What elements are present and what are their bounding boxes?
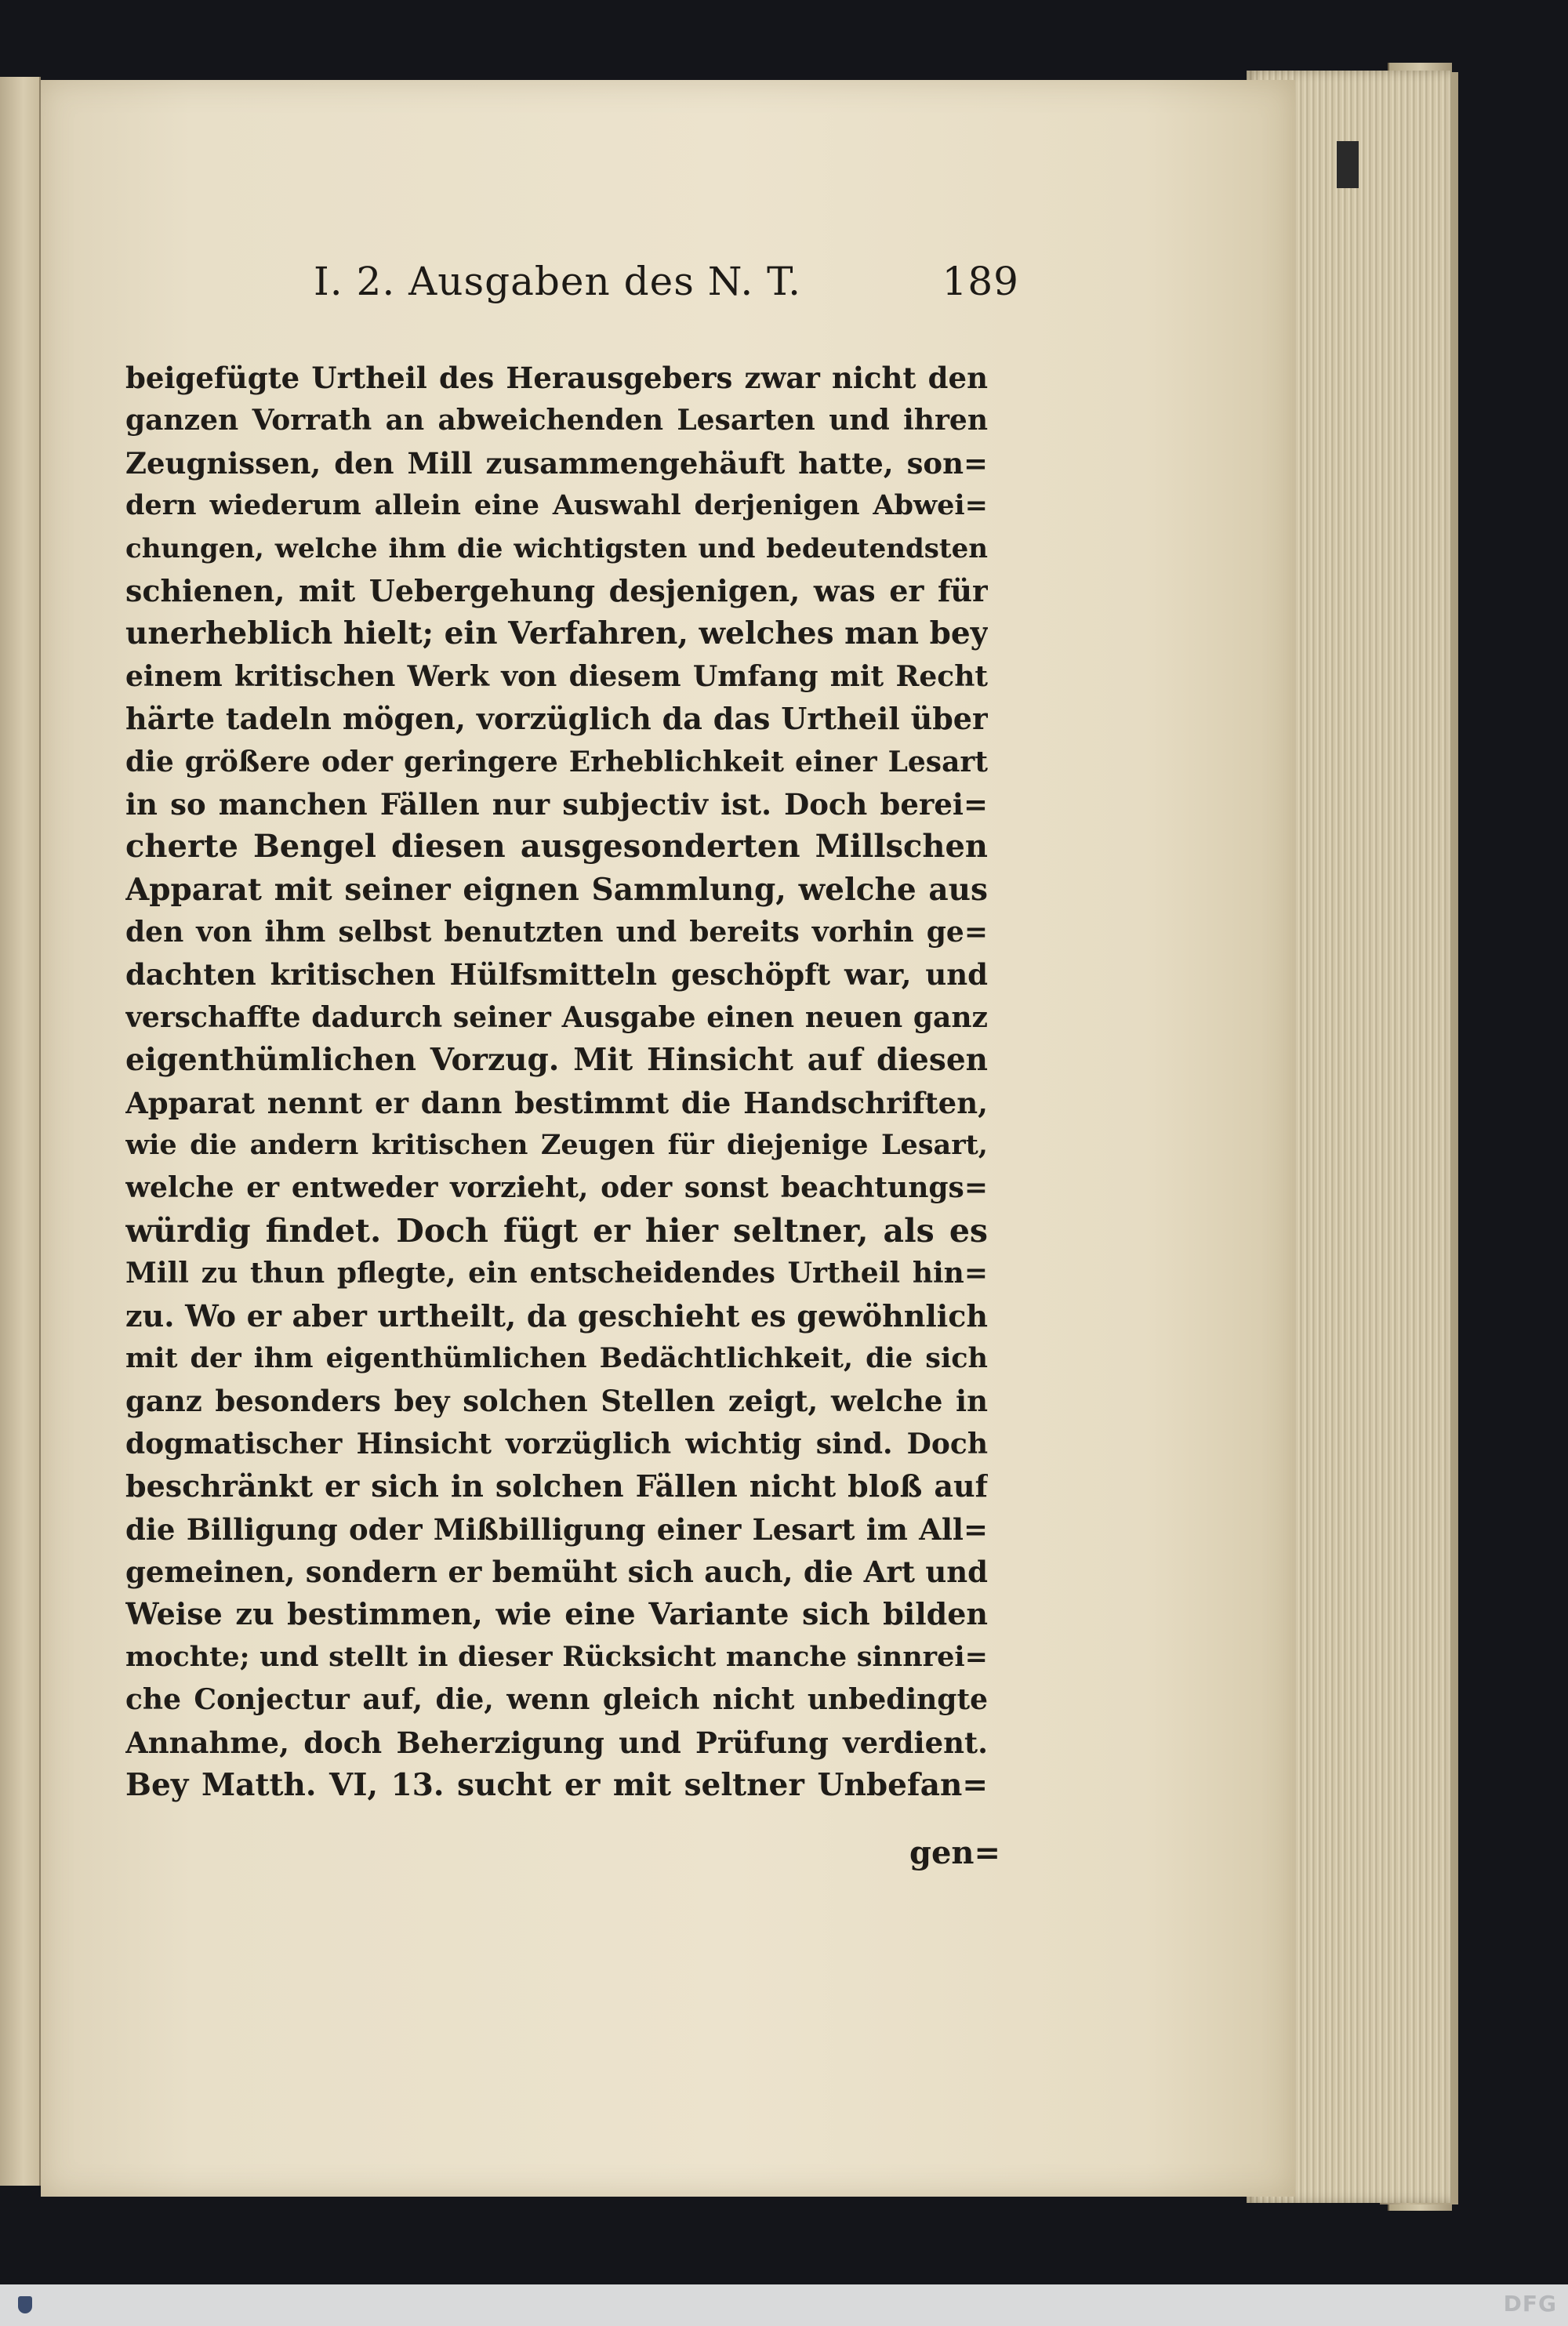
text-line: Zeugnissen, den Mill zusammengehäuft hatte, son= [125, 445, 988, 481]
text-line: dern wiederum allein eine Auswahl derjenigen Abwei= [125, 489, 988, 522]
text-line: gemeinen, sondern er bemüht sich auch, die Art und [125, 1554, 988, 1589]
text-line: den von ihm selbst benutzten und bereits vorhin ge= [125, 916, 988, 949]
text-line: wie die andern kritischen Zeugen für diejenige Lesart, [125, 1129, 988, 1162]
text-line: unerheblich hielt; ein Verfahren, welches man bey [125, 615, 988, 652]
previous-page-edge [0, 77, 41, 2186]
catchword: gen= [909, 1834, 1001, 1871]
text-line: dachten kritischen Hülfsmitteln geschöpft war, und [125, 957, 988, 992]
text-line: härte tadeln mögen, vorzüglich da das Urtheil über [125, 701, 988, 737]
body-text [125, 357, 988, 1806]
text-line: Mill zu thun pflegte, ein entscheidendes Urtheil hin= [125, 1257, 988, 1290]
text-line: mit der ihm eigenthümlichen Bedächtlichkeit, die sich [125, 1341, 988, 1374]
running-title: I. 2. Ausgaben des N. T. [314, 259, 801, 304]
text-line: in so manchen Fällen nur subjectiv ist. Doch berei= [125, 786, 988, 822]
text-line: schienen, mit Uebergehung desjenigen, was er für [125, 572, 988, 608]
text-line: eigenthümlichen Vorzug. Mit Hinsicht auf diesen [125, 1042, 988, 1079]
text-line: ganz besonders bey solchen Stellen zeigt, welche in [125, 1384, 988, 1419]
dfg-logo: DFG [1503, 2291, 1557, 2317]
page-number: 189 [942, 259, 1019, 304]
library-logo-icon [6, 2288, 44, 2322]
text-line: Apparat nennt er dann bestimmt die Handschriften, [125, 1085, 988, 1120]
text-line: cherte Bengel diesen ausgesonderten Millschen [125, 828, 988, 865]
text-line: Annahme, doch Beherzigung und Prüfung verdient. [125, 1725, 988, 1760]
text-line: chungen, welche ihm die wichtigsten und bedeutendsten [125, 532, 988, 564]
text-line: die größere oder geringere Erheblichkeit einer Lesart [125, 745, 988, 778]
text-line: die Billigung oder Mißbilligung einer Lesart im All= [125, 1511, 988, 1547]
text-line: beigefügte Urtheil des Herausgebers zwar nicht den [125, 361, 988, 395]
text-line: che Conjectur auf, die, wenn gleich nicht unbedingte [125, 1683, 988, 1717]
running-head [314, 259, 1019, 314]
text-line: ganzen Vorrath an abweichenden Lesarten und ihren [125, 404, 988, 437]
text-line: einem kritischen Werk von diesem Umfang mit Recht [125, 659, 988, 693]
text-line: Apparat mit seiner eignen Sammlung, welche aus [125, 871, 988, 908]
text-line: würdig findet. Doch fügt er hier seltner, als es [125, 1211, 988, 1250]
text-line: verschaffte dadurch seiner Ausgabe einen neuen ganz [125, 1000, 988, 1034]
viewer-footer-bar [0, 2284, 1568, 2326]
text-line: mochte; und stellt in dieser Rücksicht manche sinnrei= [125, 1640, 988, 1673]
bookmark-tab [1337, 141, 1359, 188]
text-line: dogmatischer Hinsicht vorzüglich wichtig sind. Doch [125, 1427, 988, 1461]
text-line: Weise zu bestimmen, wie eine Variante sich bilden [125, 1596, 988, 1632]
text-line: Bey Matth. VI, 13. sucht er mit seltner Unbefan= [125, 1766, 988, 1803]
text-line: welche er entweder vorzieht, oder sonst beachtungs= [125, 1171, 988, 1205]
text-line: beschränkt er sich in solchen Fällen nicht bloß auf [125, 1468, 988, 1504]
text-line: zu. Wo er aber urtheilt, da geschieht es gewöhnlich [125, 1297, 988, 1334]
